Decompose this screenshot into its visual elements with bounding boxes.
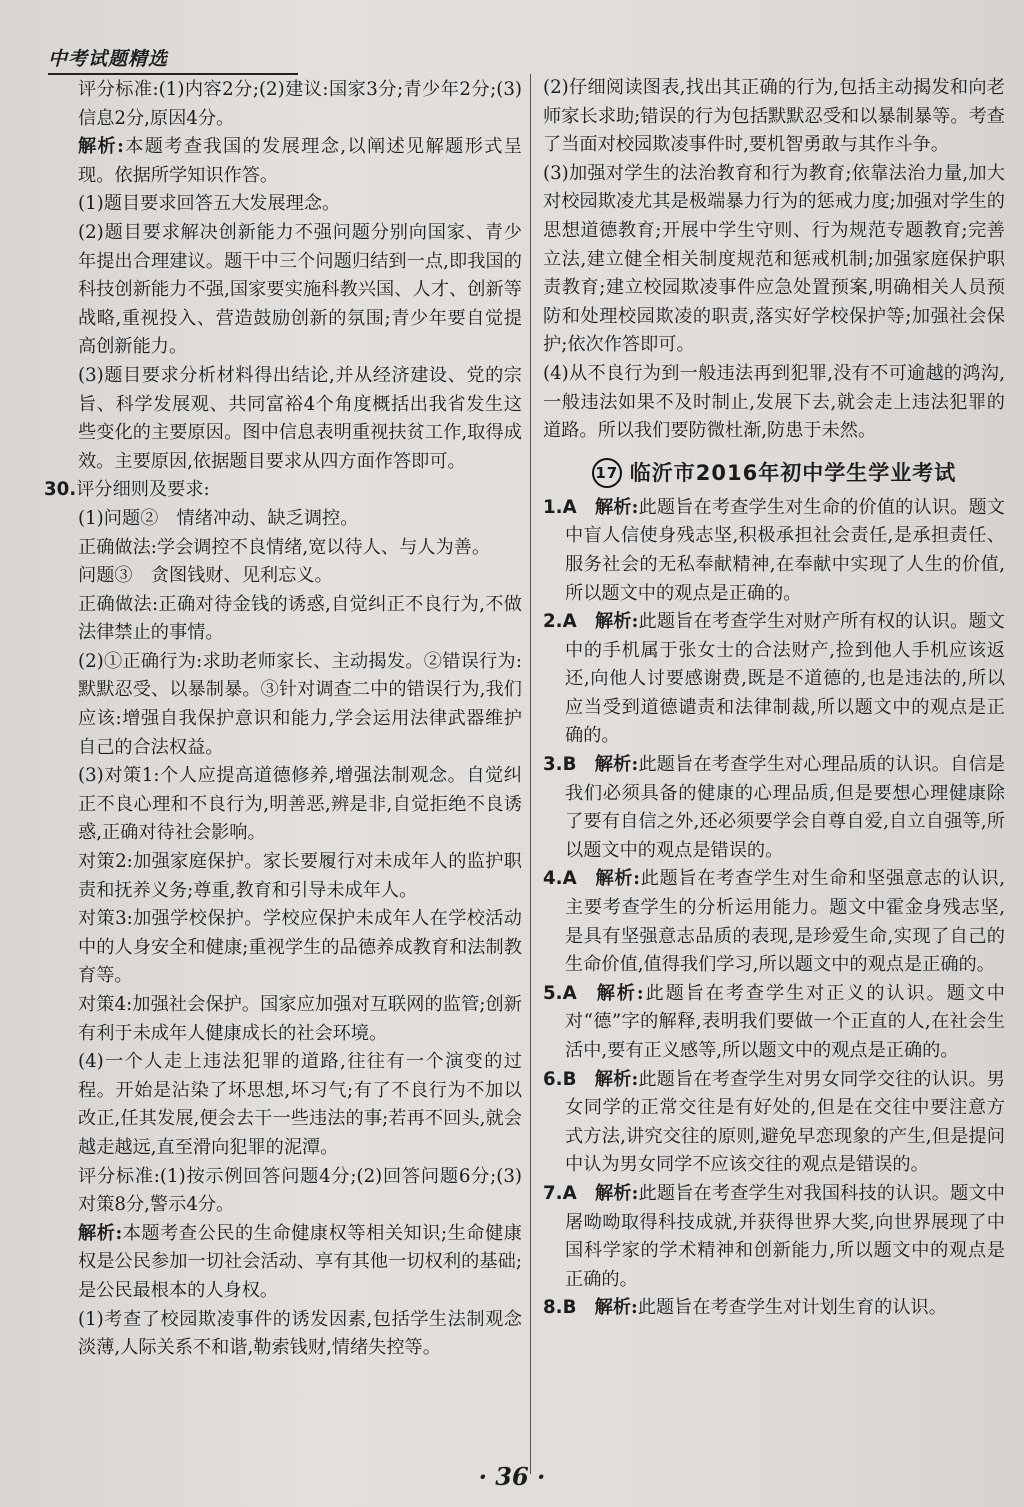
list-item: [543, 1180, 1005, 1294]
item-number: 2.: [543, 611, 563, 633]
analysis-label: 解析:: [78, 1222, 123, 1244]
q30-part2: (2)①正确行为:求助老师家长、主动揭发。②错误行为:默默忍受、以暴制暴。③针对调查二中的错误行为,我们应该:增强自我保护意识和能力,学会运用法律武器维护自己的合法权益。: [78, 650, 522, 758]
section-number-badge: 17: [592, 458, 622, 488]
q30-part3-strategy4: 对策4:加强社会保护。国家应加强对互联网的监管;创新有利于未成年人健康成长的社会环境。: [78, 994, 522, 1044]
item-answer: A: [562, 1182, 577, 1204]
q30-part1-issue3: 问题③ 贪图钱财、见利忘义。: [78, 565, 333, 587]
item-number: 6.: [543, 1068, 563, 1090]
item-answer: A: [562, 496, 577, 518]
item-number: 5.: [543, 982, 563, 1004]
analysis-label: 解析:: [594, 496, 639, 518]
item-number: 7.: [543, 1182, 563, 1204]
q30-analysis-part4: (4)从不良行为到一般违法再到犯罪,没有不可逾越的鸿沟,一般违法如果不及时制止,发展下去,就会走上违法犯罪的道路。所以我们要防微杜渐,防患于未然。: [543, 362, 1005, 442]
list-item: [543, 608, 1005, 751]
item-answer: B: [562, 1297, 577, 1319]
page-header: [48, 44, 298, 75]
list-item: [543, 494, 1005, 608]
question-number: 30.: [44, 479, 77, 501]
analysis-29-part3: (3)题目要求分析材料得出结论,并从经济建设、党的宗旨、科学发展观、共同富裕4个角度概括出我省发生这些变化的主要原因。图中信息表明重视扶贫工作,取得成效。主要原因,依据题目要求从四方面作答即可。: [78, 364, 522, 472]
list-item: [543, 865, 1005, 979]
q30-analysis-part2: (2)仔细阅读图表,找出其正确的行为,包括主动揭发和向老师家长求助;错误的行为包括默默忍受和以暴制暴等。考查了当面对校园欺凌事件时,要机智勇敢与其作斗争。: [543, 77, 1005, 156]
q30-part1-correct2: 正确做法:学会调控不良情绪,宽以待人、与人为善。: [78, 536, 491, 558]
q30-part1-issue2: (1)问题② 情绪冲动、缺乏调控。: [78, 507, 359, 529]
q30-analysis-part1: (1)考查了校园欺凌事件的诱发因素,包括学生法制观念淡薄,人际关系不和谐,勒索钱财,情绪失控等。: [78, 1308, 522, 1359]
item-answer: A: [562, 868, 577, 890]
item-number: 3.: [543, 754, 563, 776]
item-number: 1.: [543, 496, 563, 518]
analysis-text: 本题考查公民的生命健康权等相关知识;生命健康权是公民参加一切社会活动、享有其他一切权利的基础;是公民最根本的人身权。: [78, 1222, 522, 1301]
item-number: 8.: [543, 1297, 563, 1319]
list-item: [543, 1294, 1005, 1323]
list-item: [543, 1066, 1005, 1180]
q30-analysis-part3: (3)加强对学生的法治教育和行为教育;依靠法治力量,加大对校园欺凌尤其是极端暴力行为的惩戒力度;加强对学生的思想道德教育;开展中学生守则、行为规范专题教育;完善立法,建立健全相关制度规范和惩戒机制;加强家庭保护职责教育;建立校园欺凌事件应急处置预案,明确相关人员预防和处理校园欺凌的职责,落实好学校保护等;加强社会保护;依次作答即可。: [543, 162, 1005, 356]
list-item: [543, 980, 1005, 1066]
section-title: [543, 458, 1005, 488]
analysis-29-part1: (1)题目要求回答五大发展理念。: [78, 193, 341, 215]
analysis-label: 解析:: [594, 1068, 639, 1090]
analysis-label: 解析:: [594, 982, 644, 1004]
q30-part3-strategy3: 对策3:加强学校保护。学校应保护未成年人在学校活动中的人身安全和健康;重视学生的品德养成教育和法制教育等。: [78, 908, 522, 987]
item-answer: A: [562, 611, 577, 633]
page-number: · 36 ·: [478, 1462, 546, 1491]
analysis-text: 此题旨在考查学生对我国科技的认识。题文中屠呦呦取得科技成就,并获得世界大奖,向世界展现了中国科学家的学术精神和创新能力,所以题文中的观点是正确的。: [565, 1182, 1005, 1290]
question-head-text: 评分细则及要求:: [76, 479, 210, 501]
analysis-label: 解析:: [594, 754, 639, 776]
q30-score-standard: 评分标准:(1)按示例回答问题4分;(2)回答问题6分;(3)对策8分,警示4分。: [78, 1165, 522, 1216]
analysis-label: 解析:: [594, 1182, 639, 1204]
analysis-text: 此题旨在考查学生对心理品质的认识。自信是我们必须具备的健康的心理品质,但是要想心理健康除了要有自信之外,还必须要学会自尊自爱,自立自强等,所以题文中的观点是错误的。: [565, 754, 1005, 861]
item-answer: A: [562, 982, 577, 1004]
column-divider: [530, 74, 531, 1474]
item-answer: B: [562, 1068, 577, 1090]
right-column: [543, 74, 1005, 1323]
q30-part3-strategy2: 对策2:加强家庭保护。家长要履行对未成年人的监护职责和抚养义务;尊重,教育和引导未成年人。: [78, 851, 522, 901]
header-title: 中考试题精选: [48, 48, 169, 70]
analysis-label: 解析:: [78, 136, 124, 158]
analysis-label: 解析:: [594, 611, 639, 633]
item-answer: B: [562, 754, 577, 776]
analysis-29-part2: (2)题目要求解决创新能力不强问题分别向国家、青少年提出合理建议。题干中三个问题归结到一点,即我国的科技创新能力不强,国家要实施科教兴国、人才、创新等战略,重视投入、营造鼓励创新的氛围;青少年要自觉提高创新能力。: [78, 221, 522, 358]
score-standard-29: 评分标准:(1)内容2分;(2)建议:国家3分;青少年2分;(3)信息2分,原因4分。: [78, 79, 522, 129]
analysis-text: 此题旨在考查学生对财产所有权的认识。题文中的手机属于张女士的合法财产,捡到他人手机应该返还,向他人讨要感谢费,既是不道德的,也是违法的,所以应当受到道德谴责和法律制裁,所以题文中的观点是正确的。: [565, 611, 1005, 747]
analysis-label: 解析:: [594, 868, 640, 890]
q30-part4: (4)一个人走上违法犯罪的道路,往往有一个演变的过程。开始是沾染了坏思想,坏习气;有了不良行为不加以改正,任其发展,便会去干一些违法的事;若再不回头,就会越走越远,直至滑向犯罪的泥潭。: [78, 1051, 522, 1158]
answer-list: [543, 494, 1005, 1323]
q30-analysis: [44, 1220, 522, 1306]
analysis-text: 本题考查我国的发展理念,以阐述见解题形式呈现。依据所学知识作答。: [78, 136, 522, 186]
analysis-label: 解析:: [594, 1297, 638, 1319]
analysis-text: 此题旨在考查学生对正义的认识。题文中对“德”字的解释,表明我们要做一个正直的人,在社会生活中,要有正义感等,所以题文中的观点是正确的。: [565, 982, 1005, 1061]
analysis-29: [44, 133, 522, 190]
analysis-text: 此题旨在考查学生对生命的价值的认识。题文中盲人信使身残志坚,积极承担社会责任,是承担责任、服务社会的无私奉献精神,在奉献中实现了人生的价值,所以题文中的观点是正确的。: [565, 496, 1005, 604]
left-column: [44, 76, 522, 1363]
q30-part3-strategy1: (3)对策1:个人应提高道德修养,增强法制观念。自觉纠正不良心理和不良行为,明善恶,辨是非,自觉拒绝不良诱惑,正确对待社会影响。: [78, 765, 522, 844]
section-title-text: 临沂市2016年初中学生学业考试: [629, 460, 957, 485]
analysis-text: 此题旨在考查学生对计划生育的认识。: [637, 1297, 947, 1319]
q30-part1-correct3: 正确做法:正确对待金钱的诱惑,自觉纠正不良行为,不做法律禁止的事情。: [78, 593, 522, 644]
analysis-text: 此题旨在考查学生对男女同学交往的认识。男女同学的正常交往是有好处的,但是在交往中要注意方式方法,讲究交往的原则,避免早恋现象的产生,但是提问中认为男女同学不应该交往的观点是错误的。: [565, 1068, 1005, 1176]
list-item: [543, 751, 1005, 865]
item-number: 4.: [543, 868, 563, 890]
question-30-head: [44, 476, 522, 505]
analysis-text: 此题旨在考查学生对生命和坚强意志的认识,主要考查学生的分析运用能力。题文中霍金身残志坚,是具有坚强意志品质的表现,是珍爱生命,实现了自己的生命价值,值得我们学习,所以题文中的观点是正确的。: [565, 868, 1005, 976]
